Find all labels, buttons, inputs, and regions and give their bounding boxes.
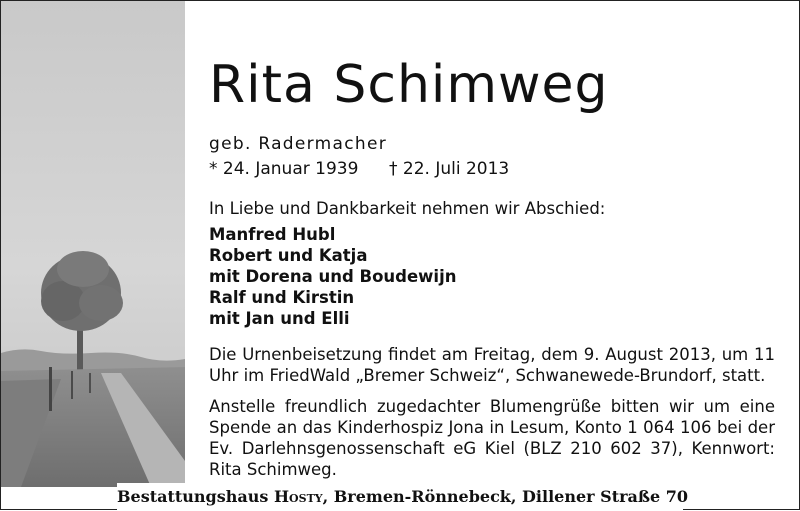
mourner-item: Manfred Hubl [209,225,336,244]
maiden-name: geb. Radermacher [209,134,387,154]
funeral-home-footer [117,483,689,511]
deceased-name: Rita Schimweg [209,55,609,115]
mourners-list [209,224,456,329]
donation-paragraph: Anstelle freundlich zugedachter Blumengrüße bitten wir um eine Spende an das Kinderhospiz Jona in Lesum, Konto 1 064 106 bei der Ev. Darlehnsgenossenschaft eG Kiel (BLZ 210 602 37), Kennwort: Rita Schimweg. [209,397,775,479]
death-date: † 22. Juli 2013 [389,159,510,179]
funeral-home-prefix: Bestattungshaus [117,487,269,506]
mourner-item: Robert und Katja [209,246,368,265]
birth-date: * 24. Januar 1939 [209,159,359,179]
funeral-home-address: , Bremen-Rönnebeck, Dillener Straße 70 [322,487,689,506]
mourner-item: mit Jan und Elli [209,309,350,328]
funeral-home-name: Hosty [273,487,323,506]
life-dates [209,159,510,179]
mourner-item: mit Dorena und Boudewijn [209,267,457,286]
landscape-photo [1,1,185,487]
ceremony-paragraph: Die Urnenbeisetzung findet am Freitag, dem 9. August 2013, um 11 Uhr im FriedWald „Bremer Schweiz“, Schwanewede-Brundorf, statt. [209,345,775,385]
mourner-item: Ralf und Kirstin [209,288,355,307]
farewell-line: In Liebe und Dankbarkeit nehmen wir Abschied: [209,199,606,218]
